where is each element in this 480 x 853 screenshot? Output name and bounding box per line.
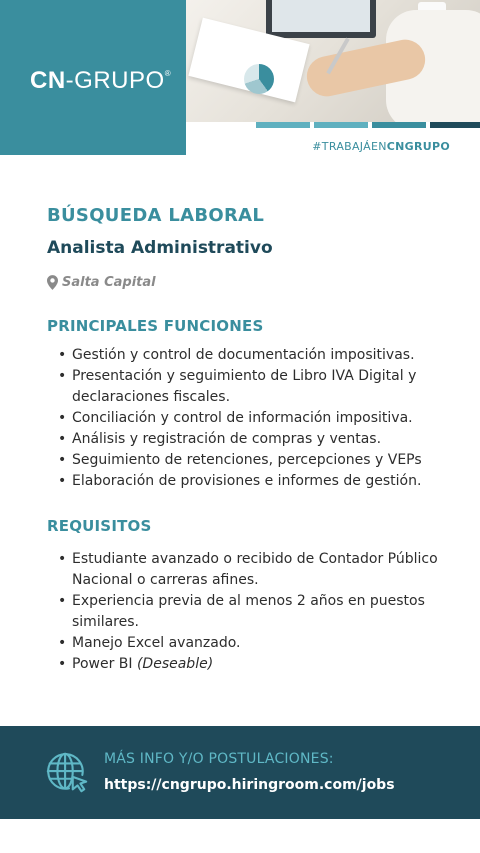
section-title-funciones: PRINCIPALES FUNCIONES [47,317,264,335]
location-label: Salta Capital [62,275,156,290]
globe-cursor-icon [44,750,90,796]
accent-stripe [314,122,368,128]
list-item: • Presentación y seguimiento de Libro IVA Digital y declaraciones fiscales. [58,366,458,408]
accent-stripe [256,122,310,128]
funciones-list [58,345,458,492]
list-item: • Manejo Excel avanzado. [58,633,458,654]
apply-link[interactable]: https://cngrupo.hiringroom.com/jobs [104,777,395,793]
location-pin-icon [47,275,58,290]
section-title-requisitos: REQUISITOS [47,517,152,535]
logo: CN-GRUPO® [30,67,172,94]
info-label: MÁS INFO Y/O POSTULACIONES: [104,751,334,767]
list-item: • Seguimiento de retenciones, percepciones y VEPs [58,450,458,471]
list-item: • Estudiante avanzado o recibido de Contador Público Nacional o carreras afines. [58,549,458,591]
job-location [47,275,156,290]
requisitos-list [58,549,458,675]
list-item: • Elaboración de provisiones e informes de gestión. [58,471,458,492]
header [0,0,480,155]
header-photo [186,0,480,122]
footer [0,726,480,819]
brand-block [0,0,186,155]
hashtag: #TRABAJÁENCNGRUPO [312,140,450,153]
deseable-note: (Deseable) [136,656,214,672]
list-item: • Experiencia previa de al menos 2 años en puestos similares. [58,591,458,633]
list-item: • Gestión y control de documentación impositivas. [58,345,458,366]
list-item: • Conciliación y control de información impositiva. [58,408,458,429]
accent-stripe [372,122,426,128]
accent-stripe [430,122,480,128]
job-position: Analista Administrativo [47,238,273,258]
job-heading: BÚSQUEDA LABORAL [47,205,265,226]
list-item: • Análisis y registración de compras y ventas. [58,429,458,450]
list-item: • Power BI (Deseable) [58,654,458,675]
